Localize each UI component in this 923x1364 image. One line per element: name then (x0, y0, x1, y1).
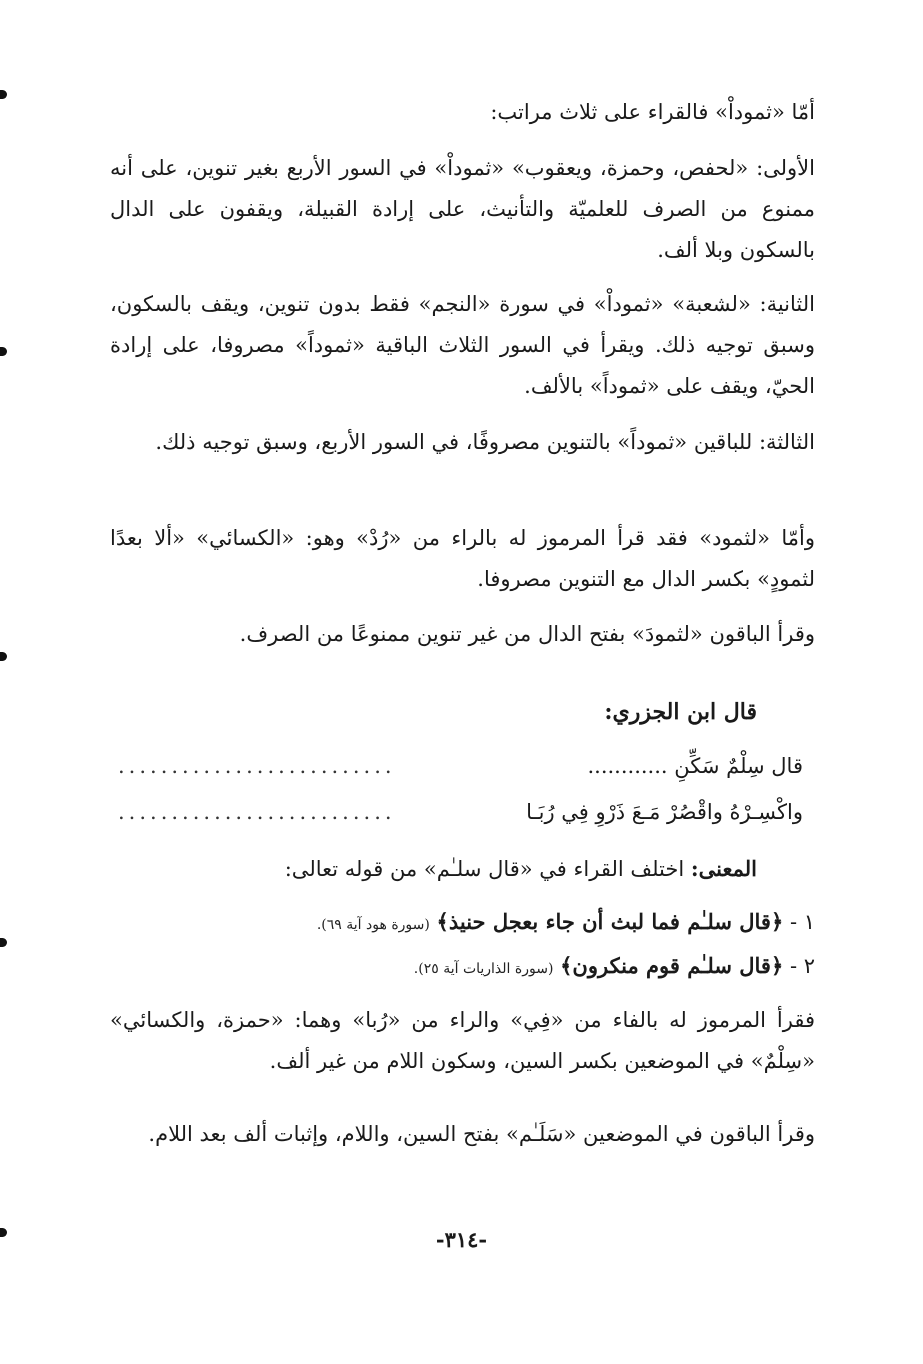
verse-hemistich: قال سِلْمٌ سَكِّنِ ............ (587, 754, 803, 778)
scan-edge-mark (0, 90, 7, 99)
ayah-reference: (سورة الذاريات آية ٢٥). (413, 961, 554, 977)
paragraph-thamud-kasai: وأمّا «لثمود» فقد قرأ المرموز له بالراء من «رُدْ» وهو: «الكسائي» «ألا بعدًا لثمودٍ» بكسر الدال مع التنوين مصروفا. (110, 526, 815, 591)
paragraph-silm-reading: فقرأ المرموز له بالفاء من «فِي» والراء من «رُبا» وهما: «حمزة، والكسائي» «سِلْمٌ» في الموضعين بكسر السين، وسكون اللام من غير ألف. (110, 1008, 815, 1073)
meaning-text: اختلف القراء في «قال سلـٰم» من قوله تعالى: (284, 857, 685, 881)
paragraph-first-rank: الأولى: «لحفص، وحمزة، ويعقوب» «ثموداْ» في السور الأربع بغير تنوين، على أنه ممنوع من الصرف للعلميّة والتأنيث، على إرادة القبيلة، ويقفون على الدال بالسكون وبلا ألف. (110, 156, 815, 262)
ayah-number: ١ - (789, 910, 815, 934)
ayah-item-1 (317, 904, 815, 943)
ayah-number: ٢ - (789, 954, 815, 978)
verse-line-2 (118, 792, 803, 832)
section-heading: قال ابن الجزري: (604, 699, 757, 725)
scan-edge-mark (0, 347, 7, 356)
meaning-label: المعنى: (690, 856, 757, 881)
ayah-quote: ﴿قال سلـٰم فما لبث أن جاء بعجل حنيذ﴾ (436, 909, 784, 934)
paragraph-salam-reading: وقرأ الباقون في الموضعين «سَلَـٰم» بفتح السين، واللام، وإثبات ألف بعد اللام. (148, 1122, 815, 1146)
paragraph-second-rank: الثانية: «لشعبة» «ثموداْ» في سورة «النجم» فقط بدون تنوين، ويقف بالسكون، وسبق توجيه ذلك. ويقرأ في السور الثلاث الباقية «ثموداً» مصروفا، على إرادة الحيّ، ويقف على «ثموداً» بالألف. (110, 292, 815, 398)
ayah-item-2 (414, 948, 815, 987)
paragraph-third-rank: الثالثة: للباقين «ثموداً» بالتنوين مصروفًا، في السور الأربع، وسبق توجيه ذلك. (155, 430, 815, 454)
scan-edge-mark (0, 938, 7, 947)
verse-ellipsis: .......................... (118, 800, 396, 824)
verse-ellipsis: .......................... (118, 754, 396, 778)
verse-line-1 (118, 746, 803, 786)
paragraph-intro: أمّا «ثموداْ» فالقراء على ثلاث مراتب: (490, 100, 815, 124)
verse-hemistich: واكْسِـرْهُ واقْصُرْ مَـعَ ذَرْوِ فِي رُبَـا (526, 800, 803, 824)
page-number: -٣١٤- (435, 1227, 488, 1252)
scan-edge-mark (0, 652, 7, 661)
ayah-reference: (سورة هود آية ٦٩). (316, 917, 430, 933)
meaning-line (285, 849, 757, 889)
paragraph-thamud-others: وقرأ الباقون «لثمودَ» بفتح الدال من غير تنوين ممنوعًا من الصرف. (239, 622, 815, 646)
ayah-quote: ﴿قال سلـٰم قوم منكرون﴾ (560, 953, 784, 978)
